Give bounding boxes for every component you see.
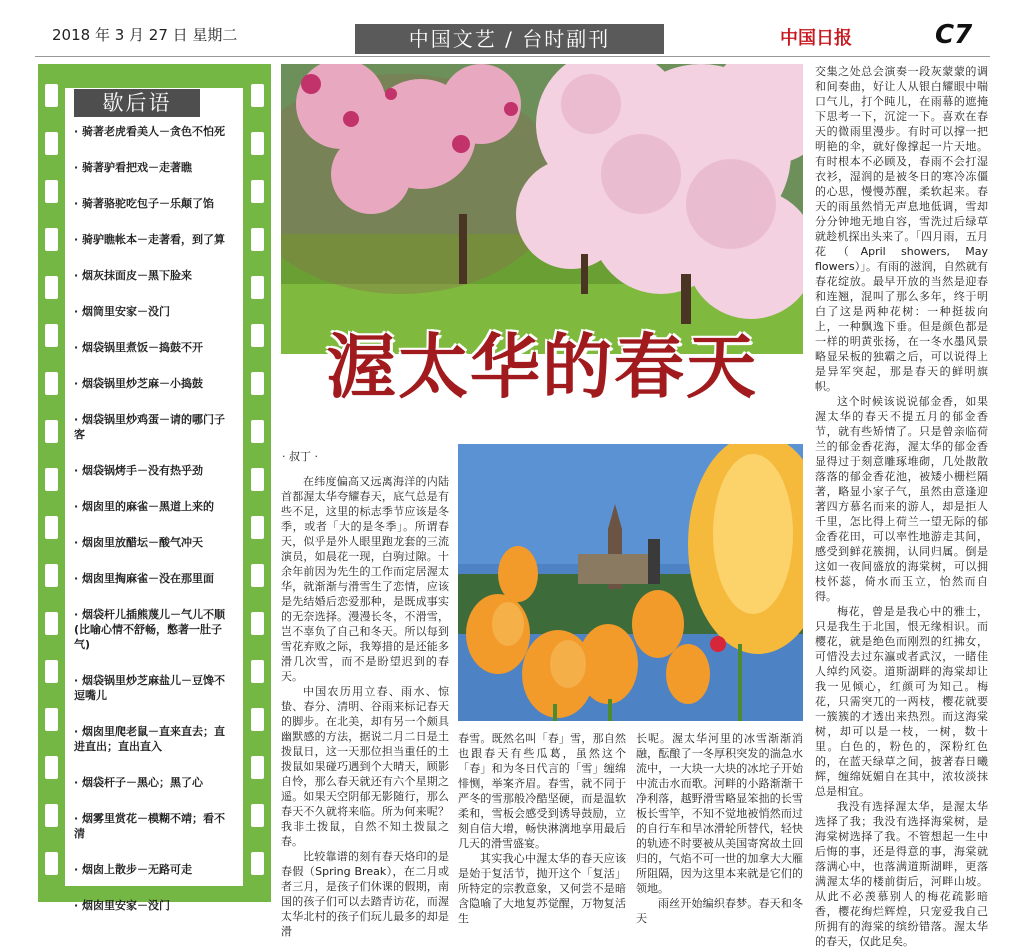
proverb-item: · 烟袋锅里炒鸡蛋－请的哪门子客 bbox=[74, 413, 226, 441]
film-holes-left bbox=[45, 84, 58, 902]
sidebar-title: 歇后语 bbox=[74, 89, 200, 117]
proverb-item: · 烟袋锅里炒芝麻－小捣鼓 bbox=[74, 377, 204, 390]
proverb-item: · 烟灰抹面皮－黑下脸来 bbox=[74, 269, 193, 282]
article-column-1 bbox=[281, 474, 449, 939]
proverb-item: · 骑著老虎看美人－贪色不怕死 bbox=[74, 125, 226, 138]
proverb-item: · 烟囱里掏麻雀－没在那里面 bbox=[74, 572, 215, 585]
article-column-2 bbox=[458, 731, 626, 926]
proverb-item: · 烟筒里安家－没门 bbox=[74, 305, 171, 318]
article-paragraph: 比较靠谱的刻有春天烙印的是春假（Spring Break），在二月或者三月，是孩子们休课的假期，南国的孩子们可以去踏青访花，而渥太华北村的孩子们玩儿最多的却是滑 bbox=[281, 850, 449, 938]
proverb-item: · 烟囱里安家－没门 bbox=[74, 899, 171, 912]
article-paragraph: 我没有选择渥太华，是渥太华选择了我；我没有选择海棠树，是海棠树选择了我。不管想起一生中后悔的事，还是得意的事，海棠就落满心中，也落满道斯湖畔，更落满渥太华的楼前街后，河畔山坡。从此不必羡慕别人的梅花疏影暗香，樱花绚烂辉煌，只宠爱我自己所拥有的海棠的缤纷错落。渥太华的春天，仅此足矣。 bbox=[815, 800, 988, 948]
article-paragraph: 长呢。渥太华河里的冰雪渐渐消融，酝酿了一冬厚积突发的湍急水流中，一大块一大块的冰坨子开始中流击水而歌。河畔的小路渐渐干净利落，越野滑雪略显笨拙的长雪板长雪竿，不知不觉地被悄然而过的自行车和旱冰滑轮所替代，轻快的轨迹不时要被从美国寄窝故土回归的，气焰不可一世的加拿大大雁所阻隔，因为这里本来就是它们的领地。 bbox=[636, 732, 803, 895]
newspaper-name: 中国日报 bbox=[780, 28, 852, 49]
proverb-list bbox=[74, 124, 232, 913]
header-divider bbox=[35, 56, 990, 57]
article-paragraph: 交集之处总会演奏一段灰蒙蒙的调和间奏曲，好让人从银白耀眼中喘口气儿，打个盹儿，在雨幕的遮掩下思考一下，沉淀一下。喜欢在春天的微雨里漫步。有时可以撑一把明艳的伞，就好像撑起一片天地。有时根本不必顾及，春雨不会打湿衣衫，湿润的是被冬日的寒冷冻僵的心思，慢慢苏醒，柔软起来。春天的雨虽然悄无声息地低调，雪却分分钟地无地自容，雪洗过后绿草就趁机探出头来了。「四月雨，五月花（April showers, May flowers）」。有雨的滋润，自然就有春花绽放。最早开放的当然是迎春和连翘，混叫了那么多年，终于明白了这是两种花树：一种挺拔向上，一种飘逸下垂。但是颜色都是一样的明黄张扬，在一冬水墨风景略显呆板的独霸之后，可以说得上是异军突起，那是春天的鲜明旗帜。 bbox=[815, 65, 988, 393]
proverb-item: · 烟雾里赏花－模糊不靖；看不清 bbox=[74, 812, 226, 840]
proverb-item: · 烟袋锅烤手－没有热乎劲 bbox=[74, 464, 204, 477]
film-holes-right bbox=[251, 84, 264, 902]
article-paragraph: 在纬度偏高又远离海洋的内陆首都渥太华夸耀春天，底气总是有些不足，这里的标志季节应该是冬季，或者「大的是冬季」。所谓春天，似乎是外人眼里跑龙套的三流演员，如晨花一现，白驹过隙。十余年前因为先生的工作而定居渥太华，就渐渐与滑雪生了恋情，应该是先结婚后恋爱那种，是既成事实的无奈选择。漫漫长冬，不滑雪，岂不辜负了自己和冬天。所以每到雪花弃败之际，我筹措的是还能多滑几次雪，而不是盼望迟到的春天。 bbox=[281, 475, 449, 683]
article-paragraph: 其实我心中渥太华的春天应该是始于复活节，抛开这个「复活」所特定的宗教意象，又何尝不是暗含隐喻了大地复苏觉醒，万物复活生 bbox=[458, 852, 626, 925]
page-number: C7 bbox=[935, 20, 973, 50]
tulips-photo bbox=[458, 444, 803, 721]
article-paragraph: 中国农历用立春、雨水、惊蛰、春分、清明、谷雨来标记春天的脚步。在北美，却有另一个颇具幽默感的方法，据说二月二日是土拨鼠日，这一天那位担当重任的土拨鼠如果碰巧遇到个大晴天，顾影自怜，那么春天就还有六个星期之遥。如果天空阴郁无影随行，那么春天不久就将来临。所为何来呢？我非土拨鼠，自然不知土拨鼠之春。 bbox=[281, 685, 449, 848]
article-paragraph: 这个时候该说说郁金香，如果渥太华的春天不提五月的郁金香节，就有些矫情了。只是曾亲临荷兰的郁金香花海，渥太华的郁金香显得过于刻意雕琢堆砌，几处散散落落的郁金香花池，被矮小栅栏隔著，略显小家子气，虽然由意逢迎著四方慕名而来的游人，却是拒人千里，怎比得上荷兰一望无际的郁金香花田，可以率性地游走其间，感受到鲜花簇拥，认同归属。倒是这如一夜间盛放的海棠树，可以拥枝怀蕊，倚水而玉立，怡然而自得。 bbox=[815, 395, 988, 603]
proverb-item: · 骑著骆驼吃包子－乐颠了馅 bbox=[74, 197, 215, 210]
article-headline: 渥太华的春天 bbox=[326, 325, 758, 408]
article-author: · 叔丁 · bbox=[282, 450, 318, 463]
proverb-item: · 骑著驴看把戏－走著瞧 bbox=[74, 161, 193, 174]
article-column-4 bbox=[815, 64, 988, 949]
proverb-item: · 烟囱里放醋坛－酸气冲天 bbox=[74, 536, 204, 549]
proverb-item: · 烟袋锅里煮饭－捣鼓不开 bbox=[74, 341, 204, 354]
blossom-trees-photo bbox=[281, 64, 803, 354]
article-paragraph: 雨丝开始编织春梦。春天和冬天 bbox=[636, 897, 803, 925]
section-title: 中国文艺 / 台时副刊 bbox=[355, 24, 664, 54]
proverb-item: · 骑驴瞧帐本－走著看，到了算 bbox=[74, 233, 226, 246]
article-paragraph: 梅花，曾是是我心中的雅士，只是我生于北国，恨无缘相识。而樱花，就是绝色而刚烈的红拂女，可惜没去过东瀛或者武汉，一睹佳人绰约风姿。道斯湖畔的海棠却让我一见倾心，红颜可为知己。梅花，只需突兀的一两枝，樱花就要一簇簇的才透出来热烈。而这海棠树，却可以是一枝，一树，数十里。白色的，粉色的，深粉红色的，在蓝天绿草之间，披著春日曦辉，缠绵妩媚自在其中，浓妆淡抹总是相宜。 bbox=[815, 605, 988, 798]
article-column-3 bbox=[636, 731, 803, 926]
proverb-item: · 烟袋杆儿插熊蔑儿－气儿不顺(比喻心情不舒畅，憋著一肚子气) bbox=[74, 608, 226, 651]
proverb-item: · 烟囱里的麻雀－黑道上来的 bbox=[74, 500, 215, 513]
proverb-item: · 烟袋锅里炒芝麻盐儿－豆馋不逗嘴儿 bbox=[74, 674, 226, 702]
proverb-item: · 烟囱上散步－无路可走 bbox=[74, 863, 193, 876]
proverb-item: · 烟囱里爬老鼠－直来直去；直进直出；直出直入 bbox=[74, 725, 226, 753]
issue-date: 2018 年 3 月 27 日 星期二 bbox=[52, 26, 238, 44]
article-paragraph: 春雪。既然名叫「春」雪，那自然也跟春天有些瓜葛，虽然这个「春」和为冬日代言的「雪」缠绵悱恻，举案齐眉。春雪，就不同于严冬的雪那般冷酷坚硬，而是温软柔和，雪板会感受到诱导鼓励，立刻自信大增，畅快淋漓地享用最后几天的滑雪盛宴。 bbox=[458, 732, 626, 850]
proverb-item: · 烟袋杆子－黑心；黑了心 bbox=[74, 776, 204, 789]
